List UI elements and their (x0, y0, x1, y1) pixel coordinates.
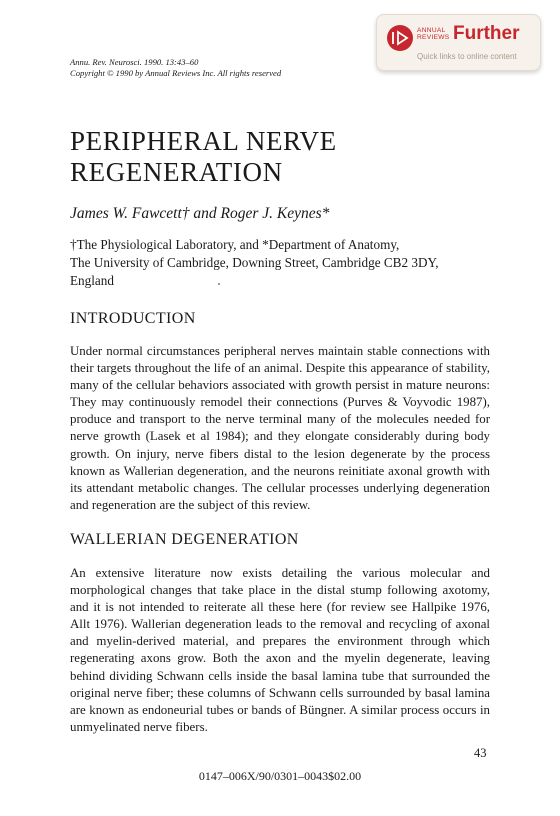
title-line-1: PERIPHERAL NERVE (70, 126, 337, 156)
publisher-line-2: REVIEWS (417, 34, 450, 41)
wallerian-heading: WALLERIAN DEGENERATION (70, 531, 299, 548)
journal-citation (70, 57, 281, 79)
introduction-heading: INTRODUCTION (70, 310, 196, 327)
article-title (70, 126, 337, 188)
copyright-line: Copyright © 1990 by Annual Reviews Inc. All rights reserved (70, 68, 282, 78)
title-line-2: REGENERATION (70, 157, 283, 187)
publisher-name (417, 27, 450, 41)
affiliation-line-1: †The Physiological Laboratory, and *Department of Anatomy, (70, 237, 400, 252)
page-number: 43 (474, 746, 487, 760)
stray-dot (218, 283, 220, 285)
annual-reviews-logo-icon (387, 25, 413, 51)
publisher-line-1: ANNUAL (417, 27, 446, 34)
further-banner[interactable] (376, 14, 541, 71)
wallerian-paragraph: An extensive literature now exists detailing the various molecular and morphological changes that take place in the distal stump following axotomy, and it is not intended to reiterate all these here (for review see Hallpike 1976, Allt 1976). Wallerian degeneration leads to the removal and recycling of axonal and myelin-derived material, and prepares the environment through which regenerating axons grow. Both the axon and the myelin degenerate, leaving behind dividing Schwann cells inside the basal lamina tube that surrounded the original nerve fiber; these columns of Schwann cells surrounded by basal lamina are known as endoneurial tubes or bands of Büngner. A similar process occurs in unmyelinated nerve fibers. (70, 566, 490, 734)
further-brand: Further (453, 23, 520, 44)
journal-line: Annu. Rev. Neurosci. 1990. 13:43–60 (70, 57, 199, 67)
affiliation (70, 236, 500, 290)
affiliation-line-3: England (70, 273, 114, 288)
article-code: 0147–006X/90/0301–0043$02.00 (198, 769, 362, 783)
further-tagline: Quick links to online content (417, 52, 517, 61)
affiliation-line-2: The University of Cambridge, Downing Street, Cambridge CB2 3DY, (70, 255, 439, 270)
introduction-paragraph: Under normal circumstances peripheral nerves maintain stable connections with their targets throughout the life of an animal. Despite this appearance of stability, many of the cellular behaviors associated with growth persist in mature neurons: They may continuously remodel their connections (Purves & Voyvodic 1987), produce and transport to the nerve terminal many of the molecules needed for nerve growth (Lasek et al 1984); and they elongate considerably during body growth. On injury, nerve fibers distal to the lesion degenerate by the process known as Wallerian degeneration, and the neurons reinitiate axonal growth with its attendant metabolic changes. The cellular processes underlying degeneration and regeneration are the subject of this review. (70, 344, 490, 512)
authors: James W. Fawcett† and Roger J. Keynes* (70, 205, 330, 222)
